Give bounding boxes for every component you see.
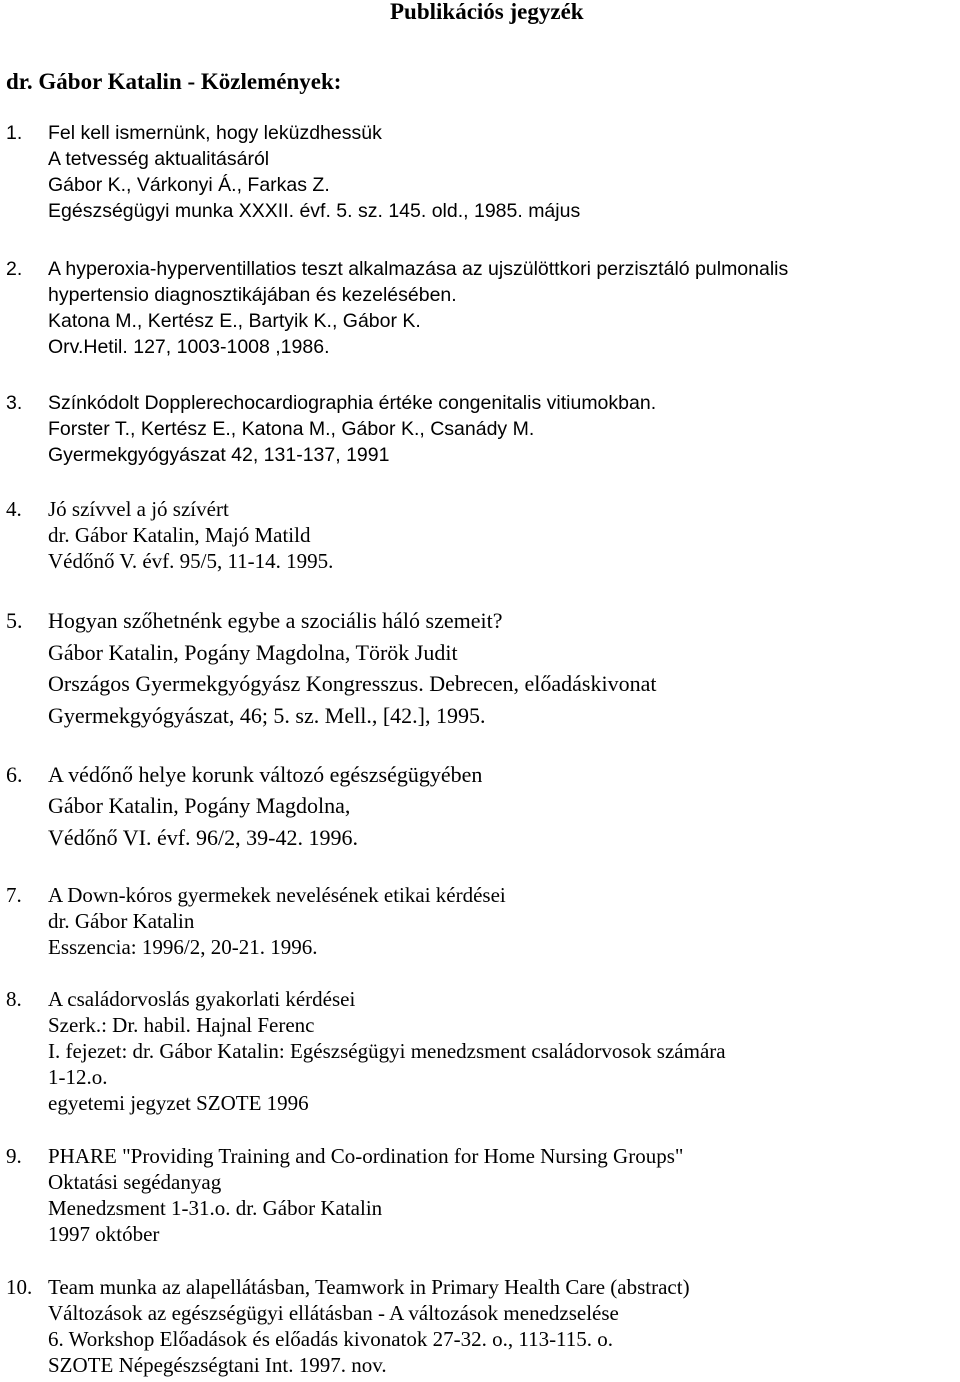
publication-source: Orv.Hetil. 127, 1003-1008 ,1986.: [48, 336, 330, 358]
publication-source: Gyermekgyógyászat 42, 131-137, 1991: [48, 444, 390, 466]
publication-source: Esszencia: 1996/2, 20-21. 1996.: [48, 935, 318, 959]
publication-source: Védőnő VI. évf. 96/2, 39-42. 1996.: [48, 825, 358, 850]
publication-number: 6.: [6, 762, 23, 787]
publication-editor: Szerk.: Dr. habil. Hajnal Ferenc: [48, 1013, 315, 1037]
publication-title: PHARE "Providing Training and Co-ordination for Home Nursing Groups": [48, 1144, 684, 1168]
publication-title: Jó szívvel a jó szívért: [48, 497, 229, 521]
publication-authors: Gábor Katalin, Pogány Magdolna, Török Judit: [48, 640, 458, 665]
publication-authors: Katona M., Kertész E., Bartyik K., Gábor K.: [48, 310, 421, 332]
publication-authors: dr. Gábor Katalin, Majó Matild: [48, 523, 311, 547]
publication-title: A védőnő helye korunk változó egészségügyében: [48, 762, 483, 787]
publication-pages: 1-12.o.: [48, 1065, 108, 1089]
publication-subtitle: A tetvesség aktualitásáról: [48, 148, 270, 170]
publication-authors: Gábor Katalin, Pogány Magdolna,: [48, 793, 351, 818]
publication-type: Oktatási segédanyag: [48, 1170, 222, 1194]
publication-number: 4.: [6, 497, 22, 521]
publication-title-continued: hypertensio diagnosztikájában és kezelésében.: [48, 284, 457, 306]
publication-title: A hyperoxia-hyperventillatios teszt alkalmazása az ujszülöttkori perzisztáló pulmonalis: [48, 258, 789, 280]
publication-source: Gyermekgyógyászat, 46; 5. sz. Mell., [42.], 1995.: [48, 703, 486, 728]
publication-title: A családorvoslás gyakorlati kérdései: [48, 987, 356, 1011]
publication-number: 1.: [6, 122, 23, 144]
publication-number: 3.: [6, 392, 23, 414]
publication-subtitle: Változások az egészségügyi ellátásban - A változások menedzselése: [48, 1301, 619, 1325]
publication-title: Team munka az alapellátásban, Teamwork in Primary Health Care (abstract): [48, 1275, 690, 1299]
publication-title: Hogyan szőhetnénk egybe a szociális háló szemeit?: [48, 608, 503, 633]
publication-number: 9.: [6, 1144, 22, 1168]
publication-number: 8.: [6, 987, 22, 1011]
publication-authors: dr. Gábor Katalin: [48, 909, 195, 933]
publication-event: Országos Gyermekgyógyász Kongresszus. Debrecen, előadáskivonat: [48, 671, 657, 696]
document-heading: dr. Gábor Katalin - Közlemények:: [6, 69, 342, 94]
publication-number: 5.: [6, 608, 23, 633]
publication-title: A Down-kóros gyermekek nevelésének etikai kérdései: [48, 883, 506, 907]
publication-date: 1997 október: [48, 1222, 160, 1246]
publication-title: Fel kell ismernünk, hogy leküzdhessük: [48, 122, 382, 144]
publication-authors: Gábor K., Várkonyi Á., Farkas Z.: [48, 174, 330, 196]
publication-chapter: I. fejezet: dr. Gábor Katalin: Egészségügyi menedzsment családorvosok számára: [48, 1039, 726, 1063]
publication-event: 6. Workshop Előadások és előadás kivonatok 27-32. o., 113-115. o.: [48, 1327, 614, 1351]
publication-authors: Menedzsment 1-31.o. dr. Gábor Katalin: [48, 1196, 383, 1220]
publication-number: 7.: [6, 883, 22, 907]
publication-source: Egészségügyi munka XXXII. évf. 5. sz. 145. old., 1985. május: [48, 200, 581, 222]
publication-source: Védőnő V. évf. 95/5, 11-14. 1995.: [48, 549, 334, 573]
publication-source: egyetemi jegyzet SZOTE 1996: [48, 1091, 309, 1115]
page-title: Publikációs jegyzék: [390, 0, 584, 24]
publication-title: Színkódolt Dopplerechocardiographia értéke congenitalis vitiumokban.: [48, 392, 657, 414]
publication-authors: Forster T., Kertész E., Katona M., Gábor K., Csanády M.: [48, 418, 535, 440]
publication-source: SZOTE Népegészségtani Int. 1997. nov.: [48, 1353, 387, 1377]
publication-number: 2.: [6, 258, 23, 280]
publication-number: 10.: [6, 1275, 33, 1299]
